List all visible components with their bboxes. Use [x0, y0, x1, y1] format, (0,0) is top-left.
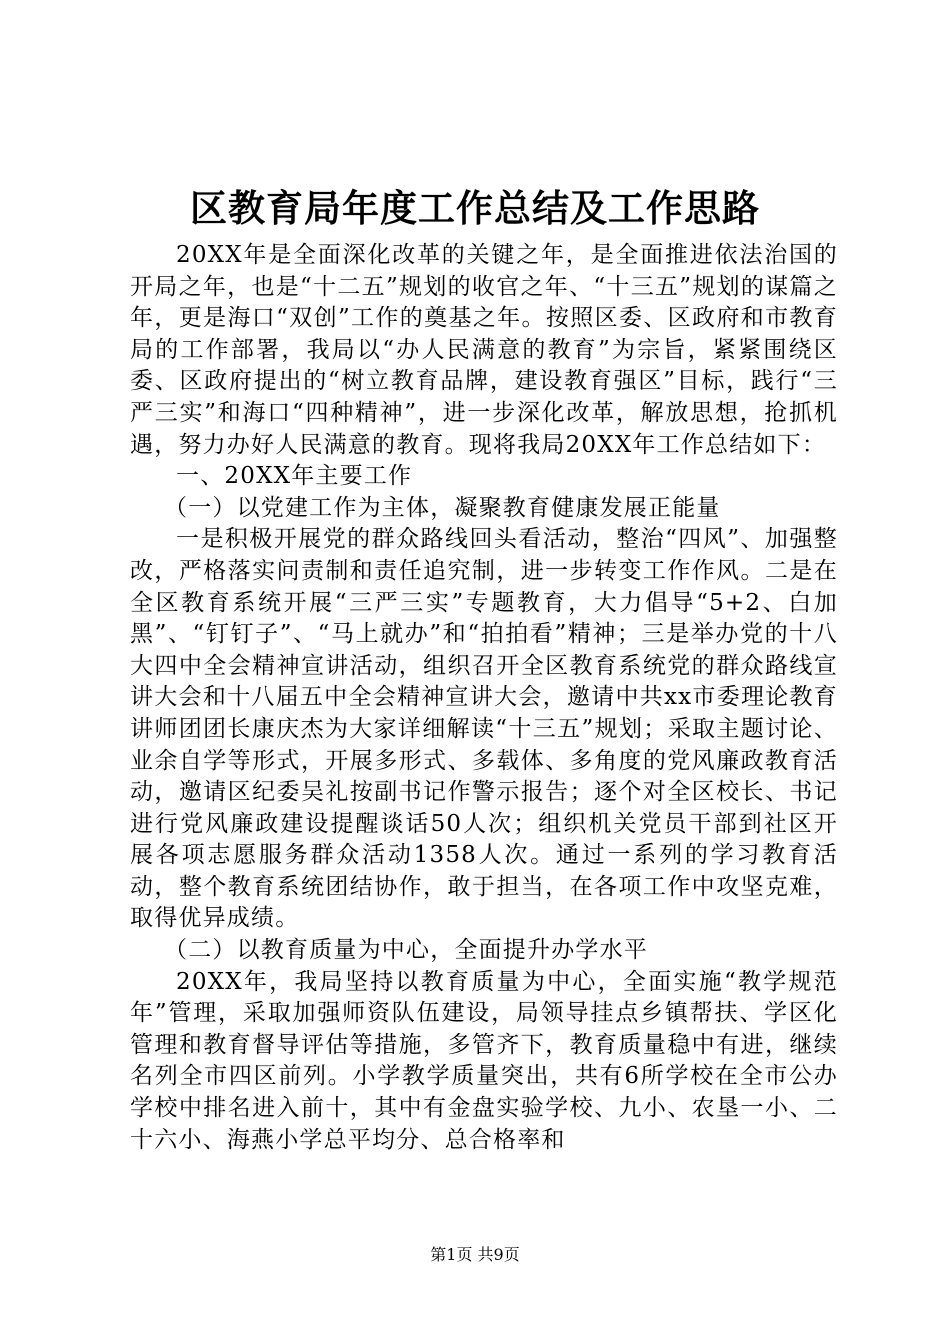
document-title: 区教育局年度工作总结及工作思路 [190, 186, 760, 230]
subsection-heading-party-building: （一）以党建工作为主体，凝聚教育健康发展正能量 [164, 494, 721, 521]
party-building-paragraph: 一是积极开展党的群众路线回头看活动，整治“四风”、加强整改，严格落实问责制和责任追究制，进一步转变工作作风。二是在全区教育系统开展“三严三实”专题教育，大力倡导“5+2、白加黑”、“钉钉子”、“马上就办”和“拍拍看”精神；三是举办党的十八大四中全会精神宣讲活动，组织召开全区教育系统党的群众路线宣讲大会和十八届五中全会精神宣讲大会，邀请中共xx市委理论教育讲师团团长康庆杰为大家详细解读“十三五”规划；采取主题讨论、业余自学等形式，开展多形式、多载体、多角度的党风廉政教育活动，邀请区纪委吴礼按副书记作警示报告；逐个对全区校长、书记进行党风廉政建设提醒谈话50人次；组织机关党员干部到社区开展各项志愿服务群众活动1358人次。通过一系列的学习教育活动，整个教育系统团结协作，敢于担当，在各项工作中攻坚克难，取得优异成绩。 [130, 526, 838, 932]
page-number-footer: 第1页 共9页 [430, 1245, 520, 1264]
intro-paragraph: 20XX年是全面深化改革的关键之年，是全面推进依法治国的开局之年，也是“十二五”规划的收官之年、“十三五”规划的谋篇之年，更是海口“双创”工作的奠基之年。按照区委、区政府和市教育局的工作部署，我局以“办人民满意的教育”为宗旨，紧紧围绕区委、区政府提出的“树立教育品牌，建设教育强区”目标，践行“三严三实”和海口“四种精神”，进一步深化改革，解放思想，抢抓机遇，努力办好人民满意的教育。现将我局20XX年工作总结如下： [130, 242, 838, 458]
section-heading-main-work: 一、20XX年主要工作 [176, 463, 413, 490]
document-body [130, 240, 838, 1156]
subsection-heading-education-quality: （二）以教育质量为中心，全面提升办学水平 [164, 937, 648, 964]
education-quality-paragraph: 20XX年，我局坚持以教育质量为中心，全面实施“教学规范年”管理，采取加强师资队伍建设，局领导挂点乡镇帮扶、学区化管理和教育督导评估等措施，多管齐下，教育质量稳中有进，继续名列全市四区前列。小学教学质量突出，共有6所学校在全市公办学校中排名进入前十，其中有金盘实验学校、九小、农垦一小、二十六小、海燕小学总平均分、总合格率和 [130, 968, 838, 1153]
